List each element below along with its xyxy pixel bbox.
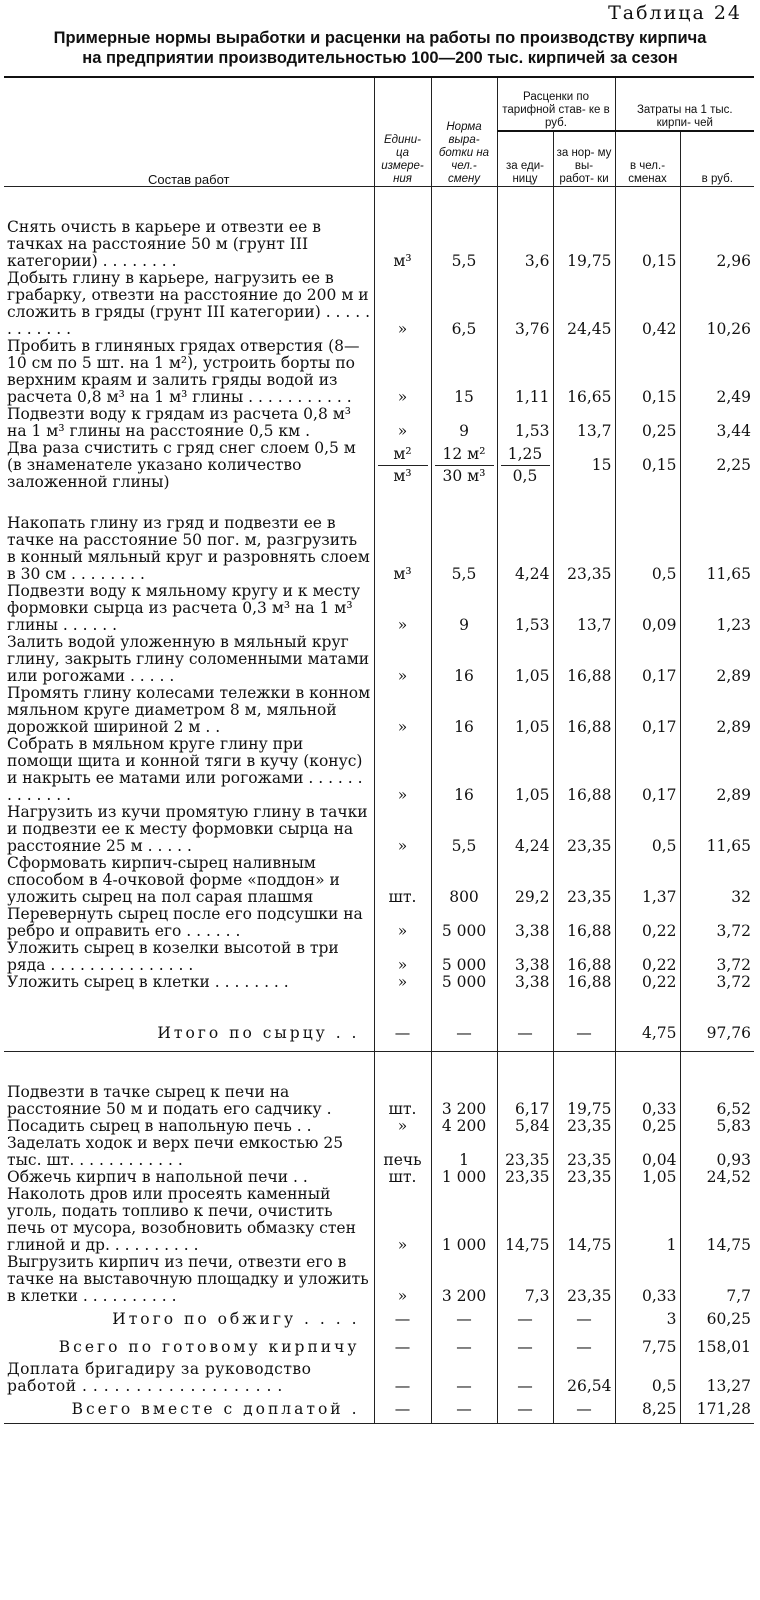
work-description: Уложить сырец в клетки . . . . . . . . bbox=[4, 974, 374, 991]
table-row bbox=[4, 338, 754, 406]
norm-cell bbox=[431, 440, 497, 491]
cost-days-cell: 0,25 bbox=[615, 1118, 680, 1135]
work-description: Подвезти в тачке сырец к печи на расстояние 50 м и подать его садчику . bbox=[4, 1084, 374, 1118]
table-row bbox=[4, 583, 754, 634]
cost-days-cell: 0,09 bbox=[615, 583, 680, 634]
table-row bbox=[4, 1186, 754, 1254]
unit-cell: » bbox=[374, 338, 431, 406]
unit-cell: » bbox=[374, 736, 431, 804]
rate-norm-cell: 23,35 bbox=[553, 1118, 615, 1135]
rate-unit-cell: 3,38 bbox=[497, 940, 553, 974]
rate-unit-cell: 4,24 bbox=[497, 804, 553, 855]
bonus-row bbox=[4, 1361, 754, 1395]
cost-days-cell: 1,37 bbox=[615, 855, 680, 906]
rate-norm-cell: 24,45 bbox=[553, 270, 615, 338]
total-label: Всего по готовому кирпичу bbox=[4, 1333, 374, 1361]
work-description: Подвезти воду к мяльному кругу и к месту формовки сырца из расчета 0,3 м³ на 1 м³ глины . . . . . . bbox=[4, 583, 374, 634]
unit-cell: м³ bbox=[374, 219, 431, 270]
dash-cell: — bbox=[374, 1395, 431, 1424]
dash-cell: — bbox=[431, 1015, 497, 1052]
table-row bbox=[4, 1118, 754, 1135]
norm-cell: 4 200 bbox=[431, 1118, 497, 1135]
cost-days-cell: 0,15 bbox=[615, 219, 680, 270]
work-description: Промять глину колесами тележки в конном мяльном круге диаметром 8 м, мяльной дорожкой шириной 2 м . . bbox=[4, 685, 374, 736]
rate-unit-cell bbox=[497, 440, 553, 491]
unit-cell: » bbox=[374, 1254, 431, 1305]
unit-cell: » bbox=[374, 406, 431, 440]
denominator: м³ bbox=[393, 467, 412, 485]
rate-unit-cell: 1,05 bbox=[497, 634, 553, 685]
dash-cell: — bbox=[553, 1305, 615, 1333]
work-description: Собрать в мяльном круге глину при помощи щита и конной тяги в кучу (конус) и накрыть ее матами или рогожами . . . . . . . . . . . . . bbox=[4, 736, 374, 804]
cost-rub-cell: 158,01 bbox=[680, 1333, 754, 1361]
rate-unit-cell: 1,53 bbox=[497, 583, 553, 634]
rate-norm-cell: 16,88 bbox=[553, 940, 615, 974]
work-description: Снять очисть в карьере и отвезти ее в тачках на расстояние 50 м (грунт III категории) . . . . . . . . bbox=[4, 219, 374, 270]
rate-norm-cell: 19,75 bbox=[553, 1084, 615, 1118]
cost-rub-cell: 5,83 bbox=[680, 1118, 754, 1135]
dash-cell: — bbox=[431, 1361, 497, 1395]
cost-rub-cell: 11,65 bbox=[680, 515, 754, 583]
unit-cell: » bbox=[374, 940, 431, 974]
cost-days-cell: 0,5 bbox=[615, 1361, 680, 1395]
norm-cell: 16 bbox=[431, 685, 497, 736]
rate-unit-cell: 1,11 bbox=[497, 338, 553, 406]
unit-cell: шт. bbox=[374, 1169, 431, 1186]
table-row bbox=[4, 515, 754, 583]
norm-cell: 9 bbox=[431, 406, 497, 440]
cost-rub-cell: 3,72 bbox=[680, 940, 754, 974]
header-cost-rub: в руб. bbox=[680, 131, 754, 187]
denominator: 30 м³ bbox=[442, 467, 486, 485]
table-row bbox=[4, 685, 754, 736]
cost-rub-cell: 24,52 bbox=[680, 1169, 754, 1186]
cost-days-cell: 0,33 bbox=[615, 1254, 680, 1305]
rate-norm-cell: 19,75 bbox=[553, 219, 615, 270]
cost-rub-cell: 14,75 bbox=[680, 1186, 754, 1254]
work-description: Два раза счистить с гряд снег слоем 0,5 м (в знаменателе указано количество заложенной глины) bbox=[4, 440, 374, 491]
table-caption: Таблица 24 bbox=[608, 2, 742, 24]
unit-cell: шт. bbox=[374, 855, 431, 906]
table-row bbox=[4, 940, 754, 974]
unit-cell: печь bbox=[374, 1135, 431, 1169]
norm-cell: 5 000 bbox=[431, 940, 497, 974]
rate-norm-cell: 23,35 bbox=[553, 1169, 615, 1186]
cost-rub-cell: 2,25 bbox=[680, 440, 754, 491]
header-rates-group: Расценки по тарифной став- ке в руб. bbox=[497, 77, 615, 131]
header-rate-norm: за нор- му вы- работ- ки bbox=[553, 131, 615, 187]
denominator: 0,5 bbox=[512, 467, 538, 485]
cost-rub-cell: 2,89 bbox=[680, 634, 754, 685]
rate-norm-cell: 13,7 bbox=[553, 406, 615, 440]
unit-cell: » bbox=[374, 270, 431, 338]
title-line-1: Примерные нормы выработки и расценки на работы по производству кирпича bbox=[53, 29, 707, 47]
cost-rub-cell: 1,23 bbox=[680, 583, 754, 634]
rate-unit-cell: 3,76 bbox=[497, 270, 553, 338]
cost-rub-cell: 3,72 bbox=[680, 906, 754, 940]
rate-norm-cell: 16,65 bbox=[553, 338, 615, 406]
work-description: Выгрузить кирпич из печи, отвезти его в тачке на выставочную площадку и уложить в клетки . . . . . . . . . . bbox=[4, 1254, 374, 1305]
cost-days-cell: 0,25 bbox=[615, 406, 680, 440]
dash-cell: — bbox=[374, 1015, 431, 1052]
total-label: Всего вместе с доплатой . bbox=[4, 1395, 374, 1424]
document-title bbox=[4, 28, 756, 68]
norm-cell: 1 000 bbox=[431, 1186, 497, 1254]
cost-rub-cell: 171,28 bbox=[680, 1395, 754, 1424]
cost-days-cell: 3 bbox=[615, 1305, 680, 1333]
rate-unit-cell: 1,05 bbox=[497, 736, 553, 804]
total-fire-row bbox=[4, 1305, 754, 1333]
cost-rub-cell: 2,89 bbox=[680, 736, 754, 804]
work-description: Наколоть дров или просеять каменный уголь, подать топливо к печи, очистить печь от мусора, возобновить обмазку стен глиной и др. . . . . . . . . . bbox=[4, 1186, 374, 1254]
table-row bbox=[4, 974, 754, 991]
work-description: Сформовать кирпич-сырец наливным способом в 4-очковой форме «поддон» и уложить сырец на пол сарая плашмя bbox=[4, 855, 374, 906]
header-unit: Едини- ца измере- ния bbox=[374, 77, 431, 187]
cost-rub-cell: 2,49 bbox=[680, 338, 754, 406]
cost-days-cell: 0,22 bbox=[615, 940, 680, 974]
rate-unit-cell: 23,35 bbox=[497, 1169, 553, 1186]
dash-cell: — bbox=[497, 1305, 553, 1333]
unit-cell: » bbox=[374, 974, 431, 991]
dash-cell: — bbox=[553, 1395, 615, 1424]
rate-unit-cell: 3,6 bbox=[497, 219, 553, 270]
cost-rub-cell: 3,44 bbox=[680, 406, 754, 440]
rate-norm-cell: 23,35 bbox=[553, 515, 615, 583]
norm-cell: 1 000 bbox=[431, 1169, 497, 1186]
unit-cell: » bbox=[374, 906, 431, 940]
rate-unit-cell: 5,84 bbox=[497, 1118, 553, 1135]
work-description: Доплата бригадиру за руководство работой . . . . . . . . . . . . . . . . . . . bbox=[4, 1361, 374, 1395]
table-row bbox=[4, 906, 754, 940]
cost-days-cell: 0,04 bbox=[615, 1135, 680, 1169]
cost-rub-cell: 10,26 bbox=[680, 270, 754, 338]
table-row bbox=[4, 634, 754, 685]
cost-days-cell: 7,75 bbox=[615, 1333, 680, 1361]
total-finished-row bbox=[4, 1333, 754, 1361]
cost-days-cell: 0,17 bbox=[615, 736, 680, 804]
unit-cell: » bbox=[374, 583, 431, 634]
work-description: Посадить сырец в напольную печь . . bbox=[4, 1118, 374, 1135]
rate-norm-cell: 16,88 bbox=[553, 906, 615, 940]
norm-cell: 16 bbox=[431, 736, 497, 804]
cost-days-cell: 0,22 bbox=[615, 974, 680, 991]
cost-days-cell: 0,17 bbox=[615, 685, 680, 736]
norm-cell: 3 200 bbox=[431, 1254, 497, 1305]
table-row bbox=[4, 440, 754, 491]
dash-cell: — bbox=[374, 1361, 431, 1395]
rate-norm-cell: 23,35 bbox=[553, 855, 615, 906]
cost-rub-cell: 97,76 bbox=[680, 1015, 754, 1052]
dash-cell: — bbox=[497, 1361, 553, 1395]
work-description: Пробить в глиняных грядах отверстия (8—10 см по 5 шт. на 1 м²), устроить борты по верхним краям и залить гряды водой из расчета 0,8 м³ на 1 м³ глины . . . . . . . . . . . bbox=[4, 338, 374, 406]
work-description: Накопать глину из гряд и подвезти ее в тачке на расстояние 50 пог. м, разгрузить в конный мяльный круг и разровнять слоем в 30 см . . . . . . . . bbox=[4, 515, 374, 583]
dash-cell: — bbox=[553, 1015, 615, 1052]
table-row bbox=[4, 855, 754, 906]
work-description: Заделать ходок и верх печи емкостью 25 тыс. шт. . . . . . . . . . . . bbox=[4, 1135, 374, 1169]
header-norm: Норма выра- ботки на чел.- смену bbox=[431, 77, 497, 187]
total-label: Итого по сырцу . . bbox=[4, 1015, 374, 1052]
dash-cell: — bbox=[553, 1333, 615, 1361]
cost-days-cell: 0,17 bbox=[615, 634, 680, 685]
norm-cell: 16 bbox=[431, 634, 497, 685]
work-description: Обжечь кирпич в напольной печи . . bbox=[4, 1169, 374, 1186]
cost-rub-cell: 3,72 bbox=[680, 974, 754, 991]
dash-cell: — bbox=[431, 1395, 497, 1424]
unit-cell: » bbox=[374, 804, 431, 855]
unit-cell: м³ bbox=[374, 515, 431, 583]
header-work: Состав работ bbox=[4, 77, 374, 187]
dash-cell: — bbox=[431, 1305, 497, 1333]
norm-cell: 15 bbox=[431, 338, 497, 406]
cost-days-cell: 8,25 bbox=[615, 1395, 680, 1424]
unit-cell: » bbox=[374, 1186, 431, 1254]
rate-unit-cell: 7,3 bbox=[497, 1254, 553, 1305]
cost-rub-cell: 2,89 bbox=[680, 685, 754, 736]
rate-unit-cell: 3,38 bbox=[497, 974, 553, 991]
title-line-2: на предприятии производительностью 100—200 тыс. кирпичей за сезон bbox=[82, 49, 678, 67]
unit-cell: шт. bbox=[374, 1084, 431, 1118]
rate-unit-cell: 1,05 bbox=[497, 685, 553, 736]
cost-days-cell: 0,15 bbox=[615, 338, 680, 406]
table-row bbox=[4, 270, 754, 338]
rate-unit-cell: 6,17 bbox=[497, 1084, 553, 1118]
dash-cell: — bbox=[431, 1333, 497, 1361]
table-row bbox=[4, 1169, 754, 1186]
cost-days-cell: 0,15 bbox=[615, 440, 680, 491]
rate-norm-cell: 16,88 bbox=[553, 974, 615, 991]
cost-rub-cell: 11,65 bbox=[680, 804, 754, 855]
cost-days-cell: 0,42 bbox=[615, 270, 680, 338]
rate-norm-cell: 23,35 bbox=[553, 804, 615, 855]
cost-rub-cell: 60,25 bbox=[680, 1305, 754, 1333]
cost-rub-cell: 6,52 bbox=[680, 1084, 754, 1118]
total-label: Итого по обжигу . . . . bbox=[4, 1305, 374, 1333]
cost-days-cell: 4,75 bbox=[615, 1015, 680, 1052]
numerator: м² bbox=[378, 446, 428, 466]
work-description: Добыть глину в карьере, нагрузить ее в грабарку, отвезти на расстояние до 200 м и сложить в гряды (грунт III категории) . . . . . . . . . . . . bbox=[4, 270, 374, 338]
cost-days-cell: 0,22 bbox=[615, 906, 680, 940]
rate-norm-cell: 26,54 bbox=[553, 1361, 615, 1395]
cost-days-cell: 0,33 bbox=[615, 1084, 680, 1118]
cost-rub-cell: 7,7 bbox=[680, 1254, 754, 1305]
table-row bbox=[4, 1254, 754, 1305]
unit-cell: » bbox=[374, 1118, 431, 1135]
rate-unit-cell: 1,53 bbox=[497, 406, 553, 440]
norm-cell: 3 200 bbox=[431, 1084, 497, 1118]
dash-cell: — bbox=[497, 1395, 553, 1424]
norm-cell: 1 bbox=[431, 1135, 497, 1169]
rate-unit-cell: 4,24 bbox=[497, 515, 553, 583]
work-description: Уложить сырец в козелки высотой в три ряда . . . . . . . . . . . . . . . bbox=[4, 940, 374, 974]
header-cost-group: Затраты на 1 тыс. кирпи- чей bbox=[615, 77, 754, 131]
norm-cell: 5,5 bbox=[431, 804, 497, 855]
unit-cell bbox=[374, 440, 431, 491]
rate-norm-cell: 15 bbox=[553, 440, 615, 491]
table-row bbox=[4, 1135, 754, 1169]
cost-rub-cell: 2,96 bbox=[680, 219, 754, 270]
dash-cell: — bbox=[497, 1015, 553, 1052]
total-with-bonus-row bbox=[4, 1395, 754, 1424]
rate-norm-cell: 16,88 bbox=[553, 634, 615, 685]
cost-days-cell: 0,5 bbox=[615, 515, 680, 583]
table-row bbox=[4, 1084, 754, 1118]
norm-cell: 5 000 bbox=[431, 974, 497, 991]
rate-norm-cell: 23,35 bbox=[553, 1254, 615, 1305]
norms-table bbox=[4, 76, 754, 1424]
header-cost-days: в чел.- сменах bbox=[615, 131, 680, 187]
dash-cell: — bbox=[497, 1333, 553, 1361]
total-raw-row bbox=[4, 1015, 754, 1052]
rate-norm-cell: 13,7 bbox=[553, 583, 615, 634]
cost-rub-cell: 32 bbox=[680, 855, 754, 906]
work-description: Нагрузить из кучи промятую глину в тачки и подвезти ее к месту формовки сырца на расстояние 25 м . . . . . bbox=[4, 804, 374, 855]
rate-norm-cell: 23,35 bbox=[553, 1135, 615, 1169]
unit-cell: » bbox=[374, 634, 431, 685]
norm-cell: 5 000 bbox=[431, 906, 497, 940]
rate-unit-cell: 3,38 bbox=[497, 906, 553, 940]
rate-unit-cell: 23,35 bbox=[497, 1135, 553, 1169]
rate-norm-cell: 14,75 bbox=[553, 1186, 615, 1254]
work-description: Перевернуть сырец после его подсушки на ребро и оправить его . . . . . . bbox=[4, 906, 374, 940]
table-row bbox=[4, 736, 754, 804]
norm-cell: 5,5 bbox=[431, 219, 497, 270]
work-description: Подвезти воду к грядам из расчета 0,8 м³ на 1 м³ глины на расстояние 0,5 км . bbox=[4, 406, 374, 440]
norm-cell: 800 bbox=[431, 855, 497, 906]
rate-unit-cell: 14,75 bbox=[497, 1186, 553, 1254]
unit-cell: » bbox=[374, 685, 431, 736]
cost-rub-cell: 0,93 bbox=[680, 1135, 754, 1169]
rate-norm-cell: 16,88 bbox=[553, 736, 615, 804]
numerator: 12 м² bbox=[435, 446, 494, 466]
dash-cell: — bbox=[374, 1333, 431, 1361]
header-rate-unit: за еди- ницу bbox=[497, 131, 553, 187]
table-row bbox=[4, 804, 754, 855]
norm-cell: 9 bbox=[431, 583, 497, 634]
rate-norm-cell: 16,88 bbox=[553, 685, 615, 736]
table-row bbox=[4, 219, 754, 270]
rate-unit-cell: 29,2 bbox=[497, 855, 553, 906]
table-row bbox=[4, 406, 754, 440]
cost-days-cell: 0,5 bbox=[615, 804, 680, 855]
cost-rub-cell: 13,27 bbox=[680, 1361, 754, 1395]
work-description: Залить водой уложенную в мяльный круг глину, закрыть глину соломенными матами или рогожами . . . . . bbox=[4, 634, 374, 685]
norm-cell: 6,5 bbox=[431, 270, 497, 338]
cost-days-cell: 1,05 bbox=[615, 1169, 680, 1186]
norm-cell: 5,5 bbox=[431, 515, 497, 583]
cost-days-cell: 1 bbox=[615, 1186, 680, 1254]
dash-cell: — bbox=[374, 1305, 431, 1333]
numerator: 1,25 bbox=[501, 446, 550, 466]
